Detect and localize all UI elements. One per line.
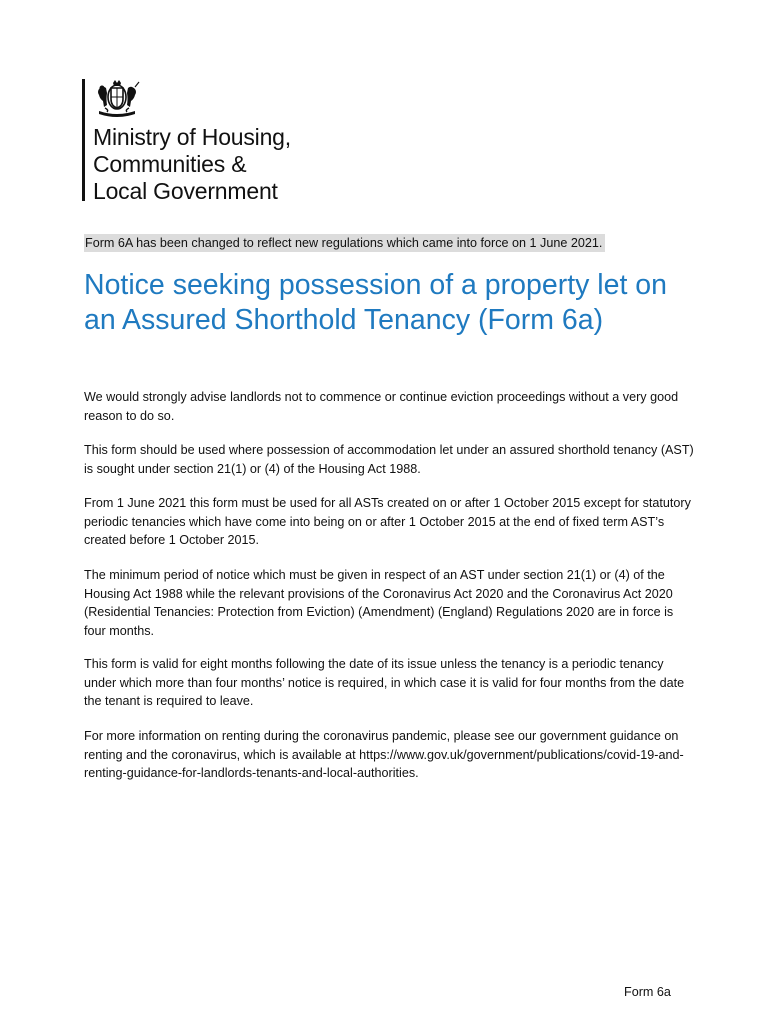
usage-paragraph: This form should be used where possession of accommodation let under an assured shorthold tenancy (AST) is sought under section 21(1) or (4) of the Housing Act 1988. <box>84 443 694 476</box>
royal-coat-of-arms-icon <box>93 79 141 119</box>
logo-divider-bar <box>82 79 85 201</box>
form-footer-label: Form 6a <box>624 985 671 999</box>
department-name-line: Ministry of Housing, <box>93 124 291 150</box>
more-information-paragraph: For more information on renting during the coronavirus pandemic, please see our government guidance on renting and the coronavirus, which is available at https://www.gov.uk/government/publications/covid-19-and-renting-guidance-for-landlords-tenants-and-local-authorities. <box>84 729 684 780</box>
applicability-paragraph: From 1 June 2021 this form must be used for all ASTs created on or after 1 October 2015 except for statutory periodic tenancies which have come into being on or after 1 October 2015 at the end of fixed term AST’s created before 1 October 2015. <box>84 496 691 547</box>
notice-period-paragraph: The minimum period of notice which must be given in respect of an AST under section 21(1) or (4) of the Housing Act 1988 while the relevant provisions of the Coronavirus Act 2020 and the Coronavirus Act 2020 (Residential Tenancies: Protection from Eviction) (Amendment) (England) Regulations 2020 are in force is four months. <box>84 568 674 638</box>
department-logo <box>82 79 382 204</box>
department-name <box>93 124 291 205</box>
page-title: Notice seeking possession of a property let on an Assured Shorthold Tenancy (Form 6a) <box>84 269 667 336</box>
validity-paragraph: This form is valid for eight months following the date of its issue unless the tenancy is a periodic tenancy under which more than four months’ notice is required, in which case it is valid for four months from the date the tenant is required to leave. <box>84 657 685 708</box>
department-name-line: Communities & <box>93 151 247 177</box>
regulation-change-notice: Form 6A has been changed to reflect new regulations which came into force on 1 June 2021. <box>84 234 605 252</box>
advice-paragraph: We would strongly advise landlords not to commence or continue eviction proceedings without a very good reason to do so. <box>84 390 679 423</box>
department-name-line: Local Government <box>93 178 278 204</box>
